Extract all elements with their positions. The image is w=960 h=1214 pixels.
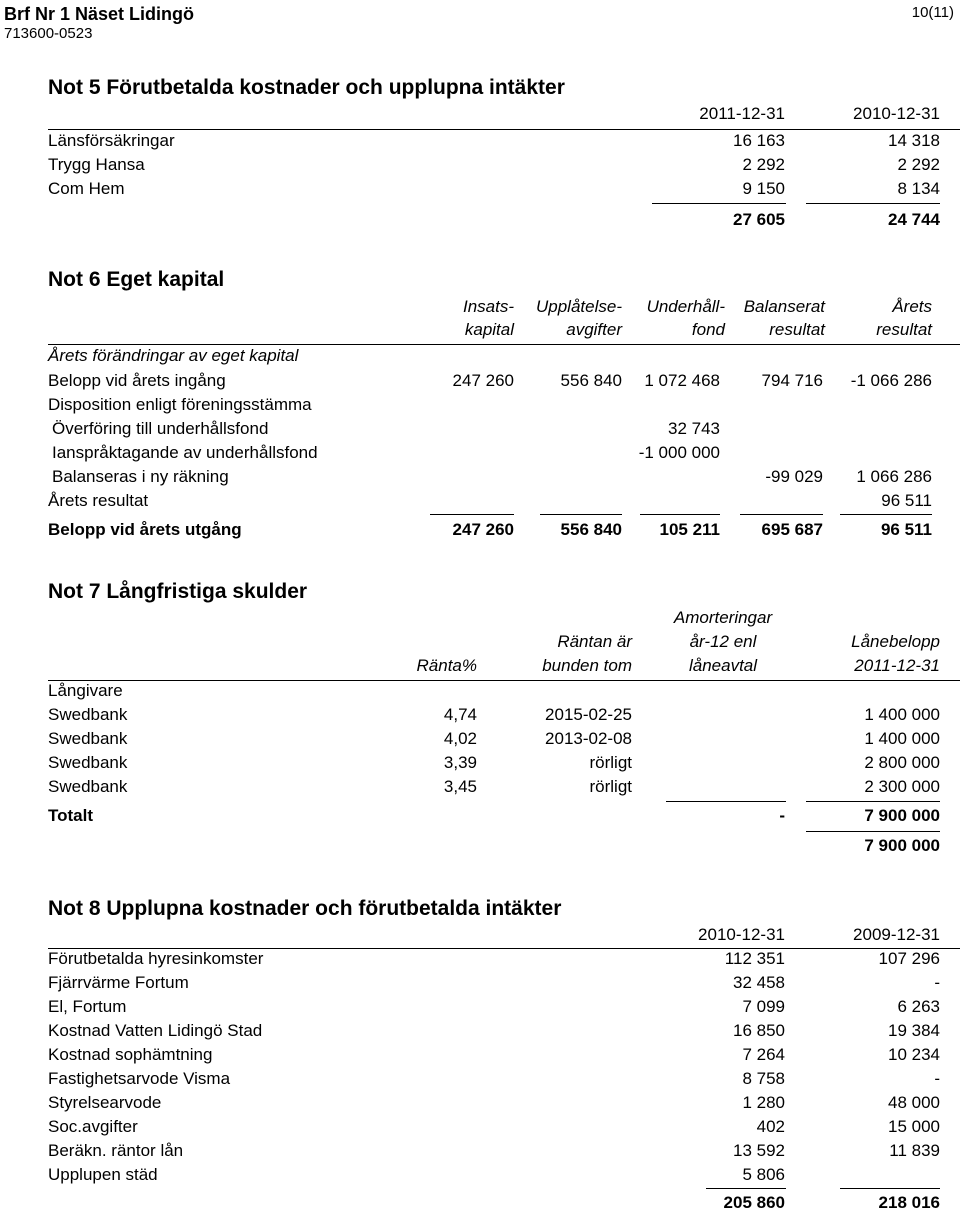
table-cell: 1 400 000 bbox=[864, 705, 940, 724]
table-cell: 1 280 bbox=[742, 1093, 785, 1112]
col-header: år-12 enl bbox=[689, 632, 757, 651]
table-cell: 2 800 000 bbox=[864, 753, 940, 772]
table-row-label: Årets resultat bbox=[48, 491, 149, 510]
table-cell: 96 511 bbox=[880, 520, 932, 539]
col-header: 2011-12-31 bbox=[854, 656, 940, 675]
table-cell: 247 260 bbox=[452, 371, 514, 390]
note-8-col1-header: 2010-12-31 bbox=[698, 925, 785, 944]
table-row-label: Upplupen städ bbox=[48, 1165, 158, 1184]
note-5-total-2: 24 744 bbox=[888, 210, 940, 229]
note-7-header-rule bbox=[48, 680, 960, 681]
table-cell: 112 351 bbox=[724, 949, 785, 968]
table-row-label: Swedbank bbox=[48, 777, 128, 796]
table-cell: 1 400 000 bbox=[864, 729, 940, 748]
col-header: Lånebelopp bbox=[851, 632, 940, 651]
table-cell: 105 211 bbox=[659, 520, 720, 539]
col-header: Amorteringar bbox=[673, 608, 773, 627]
sum-rule bbox=[806, 831, 940, 832]
section-label: Långivare bbox=[48, 681, 123, 700]
table-cell: -1 000 000 bbox=[638, 443, 720, 462]
col-header: Balanserat bbox=[743, 297, 825, 316]
note-6-title: Not 6 Eget kapital bbox=[48, 268, 225, 291]
sum-rule bbox=[806, 801, 940, 802]
table-cell: 4,02 bbox=[443, 729, 477, 748]
note-5-col2-header: 2010-12-31 bbox=[853, 104, 940, 123]
sum-rule bbox=[652, 203, 786, 204]
table-row-label: Swedbank bbox=[48, 729, 128, 748]
table-cell: 247 260 bbox=[452, 520, 514, 539]
table-cell: 1 072 468 bbox=[644, 371, 720, 390]
col-header: resultat bbox=[769, 320, 825, 339]
table-cell: -1 066 286 bbox=[850, 371, 932, 390]
table-cell: 19 384 bbox=[888, 1021, 940, 1040]
col-header: avgifter bbox=[566, 320, 622, 339]
table-cell: - bbox=[779, 806, 785, 825]
col-header: Upplåtelse- bbox=[536, 297, 622, 316]
note-5-title: Not 5 Förutbetalda kostnader och upplupna intäkter bbox=[48, 76, 565, 99]
org-number: 713600-0523 bbox=[4, 25, 93, 42]
note-7-total-loan: 7 900 000 bbox=[864, 806, 940, 825]
sum-rule bbox=[840, 1188, 940, 1189]
sum-rule bbox=[740, 514, 823, 515]
note-6-header-rule bbox=[48, 344, 960, 345]
table-row-label: Belopp vid årets ingång bbox=[48, 371, 226, 390]
table-cell: 3,45 bbox=[443, 777, 477, 796]
table-cell: 1 066 286 bbox=[856, 467, 932, 486]
note-8-col2-header: 2009-12-31 bbox=[853, 925, 940, 944]
table-row-label: Soc.avgifter bbox=[48, 1117, 138, 1136]
note-5-total-1: 27 605 bbox=[733, 210, 785, 229]
table-cell: 7 099 bbox=[742, 997, 785, 1016]
table-row-label: Överföring till underhållsfond bbox=[52, 419, 269, 438]
sum-rule bbox=[806, 203, 940, 204]
table-cell: rörligt bbox=[589, 777, 632, 796]
col-header: Årets bbox=[892, 297, 932, 316]
table-cell: 2 292 bbox=[742, 155, 785, 174]
table-row-label: Swedbank bbox=[48, 753, 128, 772]
table-row-label: Beräkn. räntor lån bbox=[48, 1141, 184, 1160]
sum-rule bbox=[540, 514, 622, 515]
note-7-grand-total: 7 900 000 bbox=[864, 836, 940, 855]
col-header: låneavtal bbox=[688, 656, 758, 675]
table-cell: - bbox=[934, 1069, 940, 1088]
note-8-title: Not 8 Upplupna kostnader och förutbetalda intäkter bbox=[48, 897, 562, 920]
table-cell: 4,74 bbox=[443, 705, 477, 724]
table-row-label: Swedbank bbox=[48, 705, 128, 724]
table-cell: 16 850 bbox=[733, 1021, 785, 1040]
table-cell: 96 511 bbox=[881, 491, 932, 510]
table-cell: 695 687 bbox=[761, 520, 823, 539]
table-cell: 14 318 bbox=[888, 131, 940, 150]
note-5-header-rule bbox=[48, 129, 960, 130]
table-row-label: Com Hem bbox=[48, 179, 125, 198]
table-cell: - bbox=[934, 973, 940, 992]
table-row-label: Förutbetalda hyresinkomster bbox=[48, 949, 264, 968]
table-cell: 556 840 bbox=[560, 520, 622, 539]
table-row-label: Belopp vid årets utgång bbox=[48, 520, 242, 539]
table-row-label: Fastighetsarvode Visma bbox=[48, 1069, 231, 1088]
table-row-label: Balanseras i ny räkning bbox=[52, 467, 229, 486]
sum-rule bbox=[840, 514, 932, 515]
table-cell: 10 234 bbox=[888, 1045, 940, 1064]
table-row-label: Ianspråktagande av underhållsfond bbox=[52, 443, 318, 462]
note-8-total-1: 205 860 bbox=[723, 1193, 785, 1212]
table-cell: 9 150 bbox=[742, 179, 785, 198]
table-row-label: Länsförsäkringar bbox=[48, 131, 175, 150]
col-header: Insats- bbox=[462, 297, 514, 316]
table-cell: 16 163 bbox=[733, 131, 785, 150]
sum-rule bbox=[706, 1188, 786, 1189]
col-header: Räntan är bbox=[557, 632, 632, 651]
sum-rule bbox=[430, 514, 514, 515]
table-cell: 32 743 bbox=[668, 419, 720, 438]
table-cell: 8 134 bbox=[897, 179, 940, 198]
table-cell: 13 592 bbox=[733, 1141, 785, 1160]
col-header: kapital bbox=[464, 320, 514, 339]
table-row-label: Totalt bbox=[48, 806, 94, 825]
table-row-label: El, Fortum bbox=[48, 997, 127, 1016]
table-cell: 107 296 bbox=[878, 949, 940, 968]
table-row-label: Styrelsearvode bbox=[48, 1093, 162, 1112]
table-cell: 48 000 bbox=[888, 1093, 940, 1112]
table-cell: 3,39 bbox=[443, 753, 477, 772]
section-label: Disposition enligt föreningsstämma bbox=[48, 395, 312, 414]
page-number: 10(11) bbox=[911, 4, 954, 21]
table-cell: 5 806 bbox=[742, 1165, 785, 1184]
table-cell: 556 840 bbox=[560, 371, 622, 390]
table-cell: 2 292 bbox=[897, 155, 940, 174]
table-cell: 402 bbox=[756, 1117, 785, 1136]
table-cell: 32 458 bbox=[733, 973, 785, 992]
table-row-label: Kostnad Vatten Lidingö Stad bbox=[48, 1021, 263, 1040]
col-header: fond bbox=[691, 320, 725, 339]
col-header: Ränta% bbox=[416, 656, 477, 675]
table-cell: 2013-02-08 bbox=[545, 729, 632, 748]
note-5-col1-header: 2011-12-31 bbox=[699, 104, 785, 123]
sum-rule bbox=[666, 801, 786, 802]
table-row-label: Trygg Hansa bbox=[48, 155, 145, 174]
table-row-label: Fjärrvärme Fortum bbox=[48, 973, 189, 992]
col-header: resultat bbox=[876, 320, 932, 339]
col-header: bunden tom bbox=[542, 656, 632, 675]
table-cell: 6 263 bbox=[897, 997, 940, 1016]
section-label: Årets förändringar av eget kapital bbox=[48, 346, 299, 365]
col-header: Underhåll- bbox=[646, 297, 725, 316]
sum-rule bbox=[640, 514, 720, 515]
table-row-label: Kostnad sophämtning bbox=[48, 1045, 213, 1064]
table-cell: 8 758 bbox=[742, 1069, 785, 1088]
table-cell: 11 839 bbox=[889, 1141, 940, 1160]
table-cell: -99 029 bbox=[765, 467, 823, 486]
note-8-total-2: 218 016 bbox=[878, 1193, 940, 1212]
table-cell: 15 000 bbox=[888, 1117, 940, 1136]
table-cell: 794 716 bbox=[761, 371, 823, 390]
table-cell: 2 300 000 bbox=[864, 777, 940, 796]
table-cell: 2015-02-25 bbox=[545, 705, 632, 724]
note-7-title: Not 7 Långfristiga skulder bbox=[48, 580, 308, 603]
table-cell: rörligt bbox=[589, 753, 632, 772]
org-name: Brf Nr 1 Näset Lidingö bbox=[4, 4, 195, 24]
table-cell: 7 264 bbox=[742, 1045, 785, 1064]
